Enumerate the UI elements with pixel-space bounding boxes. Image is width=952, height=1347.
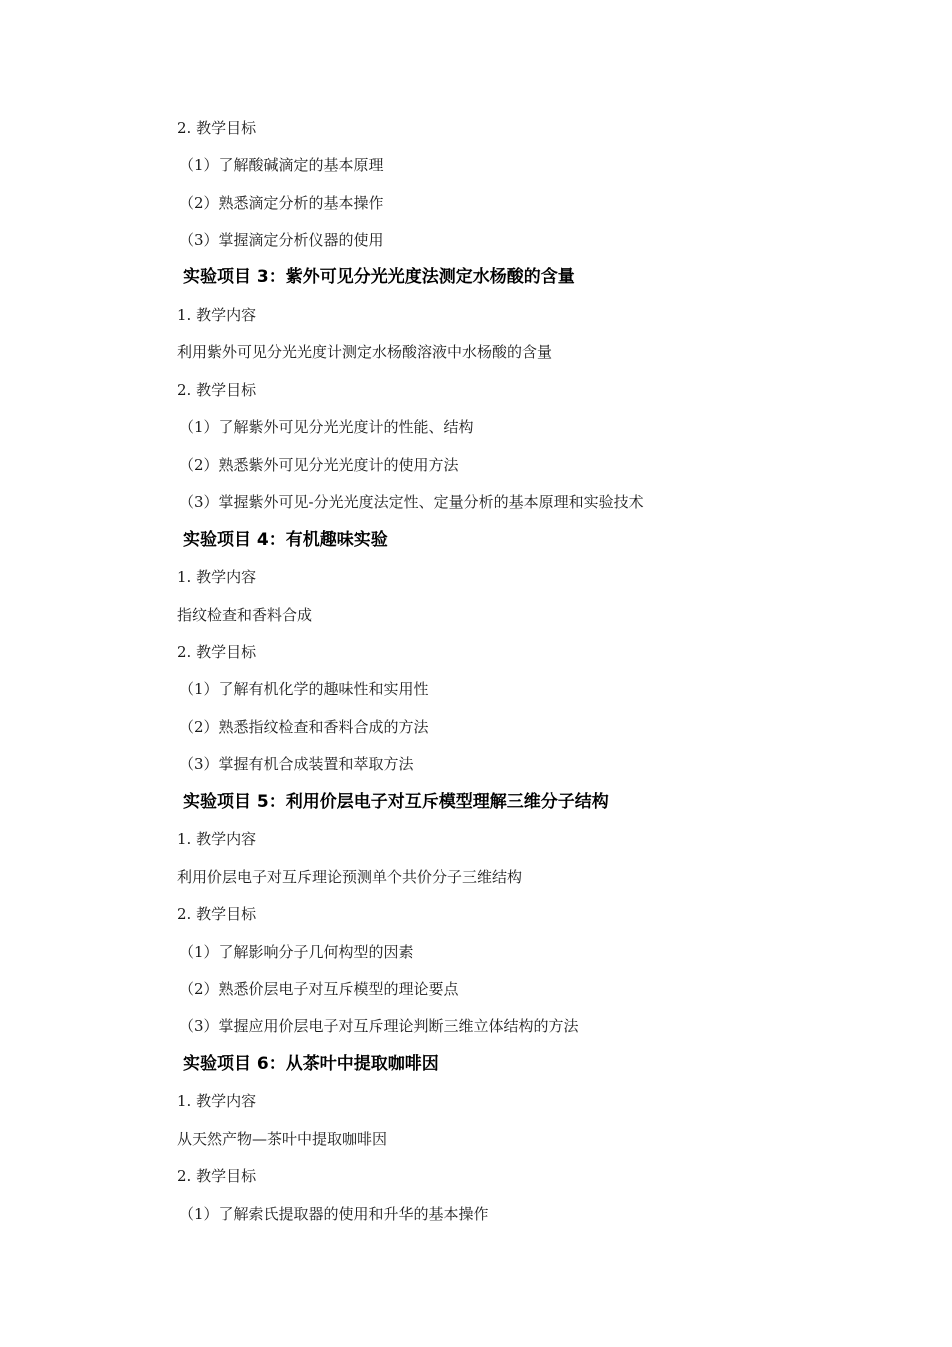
- objective-item: （2）熟悉紫外可见分光光度计的使用方法: [179, 456, 459, 474]
- section-label: 2. 教学目标: [177, 381, 257, 399]
- objective-item: （1）了解有机化学的趣味性和实用性: [179, 680, 429, 698]
- content-text: 从天然产物—茶叶中提取咖啡因: [177, 1130, 388, 1148]
- objective-item: （1）了解影响分子几何构型的因素: [179, 943, 414, 961]
- experiment-heading: 实验项目 5：利用价层电子对互斥模型理解三维分子结构: [183, 792, 609, 812]
- section-label: 2. 教学目标: [177, 1167, 257, 1185]
- objective-item: （2）熟悉指纹检查和香料合成的方法: [179, 718, 429, 736]
- objective-item: （3）掌握滴定分析仪器的使用: [179, 231, 384, 249]
- content-text: 利用紫外可见分光光度计测定水杨酸溶液中水杨酸的含量: [177, 343, 553, 361]
- objective-item: （1）了解酸碱滴定的基本原理: [179, 156, 384, 174]
- content-text: 指纹检查和香料合成: [177, 606, 313, 624]
- section-label: 2. 教学目标: [177, 905, 257, 923]
- section-label: 1. 教学内容: [177, 306, 257, 324]
- experiment-heading: 实验项目 3：紫外可见分光光度法测定水杨酸的含量: [183, 267, 575, 287]
- objective-item: （2）熟悉滴定分析的基本操作: [179, 194, 384, 212]
- section-label: 1. 教学内容: [177, 568, 257, 586]
- content-text: 利用价层电子对互斥理论预测单个共价分子三维结构: [177, 868, 523, 886]
- objective-item: （3）掌握应用价层电子对互斥理论判断三维立体结构的方法: [179, 1017, 579, 1035]
- experiment-heading: 实验项目 6：从茶叶中提取咖啡因: [183, 1054, 439, 1074]
- section-label: 2. 教学目标: [177, 119, 257, 137]
- objective-item: （2）熟悉价层电子对互斥模型的理论要点: [179, 980, 459, 998]
- experiment-heading: 实验项目 4：有机趣味实验: [183, 530, 388, 550]
- objective-item: （1）了解紫外可见分光光度计的性能、结构: [179, 418, 474, 436]
- objective-item: （1）了解索氏提取器的使用和升华的基本操作: [179, 1205, 489, 1223]
- objective-item: （3）掌握紫外可见-分光光度法定性、定量分析的基本原理和实验技术: [179, 493, 644, 511]
- section-label: 1. 教学内容: [177, 1092, 257, 1110]
- section-label: 2. 教学目标: [177, 643, 257, 661]
- objective-item: （3）掌握有机合成装置和萃取方法: [179, 755, 414, 773]
- section-label: 1. 教学内容: [177, 830, 257, 848]
